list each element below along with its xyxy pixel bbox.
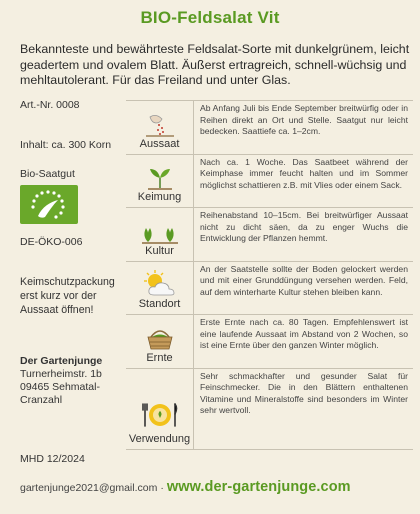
article-number: Art.-Nr. 0008 (20, 99, 80, 111)
table-row (126, 315, 413, 369)
footer (20, 479, 415, 495)
product-description: Bekannteste und bewährteste Feldsalat-Sorte mit dunkelgrünem, leicht geadertem und ovalem Blatt. Äußerst ertragreich, schnell-wüchsig und mehltautolerant. Für das Freiland und unter Glas. (20, 42, 410, 87)
harvest-basket-icon (142, 325, 178, 351)
footer-separator: · (160, 482, 164, 494)
company-name: Der Gartenjunge (20, 355, 103, 367)
table-row (126, 262, 413, 316)
company-street: Turnerheimstr. 1b (20, 368, 102, 380)
seed-sowing-icon (142, 111, 178, 137)
company-city: 09465 Sehmatal-Cranzahl (20, 381, 100, 406)
row-label: Verwendung (128, 432, 191, 445)
company-address (20, 355, 130, 407)
table-row (126, 155, 413, 209)
website-link[interactable]: www.der-gartenjunge.com (166, 479, 351, 495)
table-row (126, 101, 413, 155)
table-row (126, 208, 413, 262)
cultivation-table (126, 100, 413, 450)
row-label: Aussaat (139, 137, 180, 150)
row-text: Nach ca. 1 Woche. Das Saatbeet während der Keimphase immer feucht halten und im Sommer möglichst schattieren z.B. mit Vlies oder einem Sack. (200, 156, 408, 190)
plate-cutlery-icon (140, 398, 180, 432)
row-label: Kultur (145, 244, 174, 257)
eu-organic-logo-icon (20, 185, 78, 224)
row-text: An der Saatstelle sollte der Boden gelockert werden und mit einer Grunddüngung versehen werden. Feld, auf dem winterharte Kultur stehen bleiben kann. (200, 263, 408, 297)
row-label: Standort (138, 298, 181, 310)
row-label: Keimung (137, 191, 182, 203)
package-content: Inhalt: ca. 300 Korn (20, 139, 112, 151)
row-text: Reihenabstand 10–15cm. Bei breitwürfiger Aussaat nicht zu dicht säen, da zu enger Wuchs die Entwicklung der Pflanzen hemmt. (200, 210, 408, 243)
product-title: BIO-Feldsalat Vit (140, 8, 280, 27)
organic-seed-label: Bio-Saatgut (20, 168, 75, 180)
plants-row-icon (140, 222, 180, 244)
seedling-icon (142, 164, 178, 190)
certification-code: DE-ÖKO-006 (20, 236, 83, 248)
row-text: Ab Anfang Juli bis Ende September breitwürfig oder in Reihen direkt an Ort und Stelle. Saatgut nur leicht bedecken. Saattiefe ca. 1–2cm. (200, 103, 408, 136)
table-row (126, 369, 413, 450)
germ-protection-notice: Keimschutzpackung erst kurz vor der Aussaat öffnen! (20, 276, 115, 316)
sun-cloud-icon (138, 269, 182, 297)
best-before-date: MHD 12/2024 (20, 453, 85, 465)
row-text: Sehr schmackhafter und gesunder Salat für Feinschmecker. Die in den Blättern enthaltenen Vitamine und Mineralstoffe sind besonders im Winter sehr wertvoll. (200, 370, 408, 415)
row-text: Erste Ernte nach ca. 80 Tagen. Empfehlenswert ist eine laufende Aussaat im Abstand von 2 Wochen, so ist eine Ernte über den ganzen Winter möglich. (200, 317, 408, 350)
contact-email[interactable]: gartenjunge2021@gmail.com (20, 482, 158, 494)
row-label: Ernte (146, 351, 173, 364)
